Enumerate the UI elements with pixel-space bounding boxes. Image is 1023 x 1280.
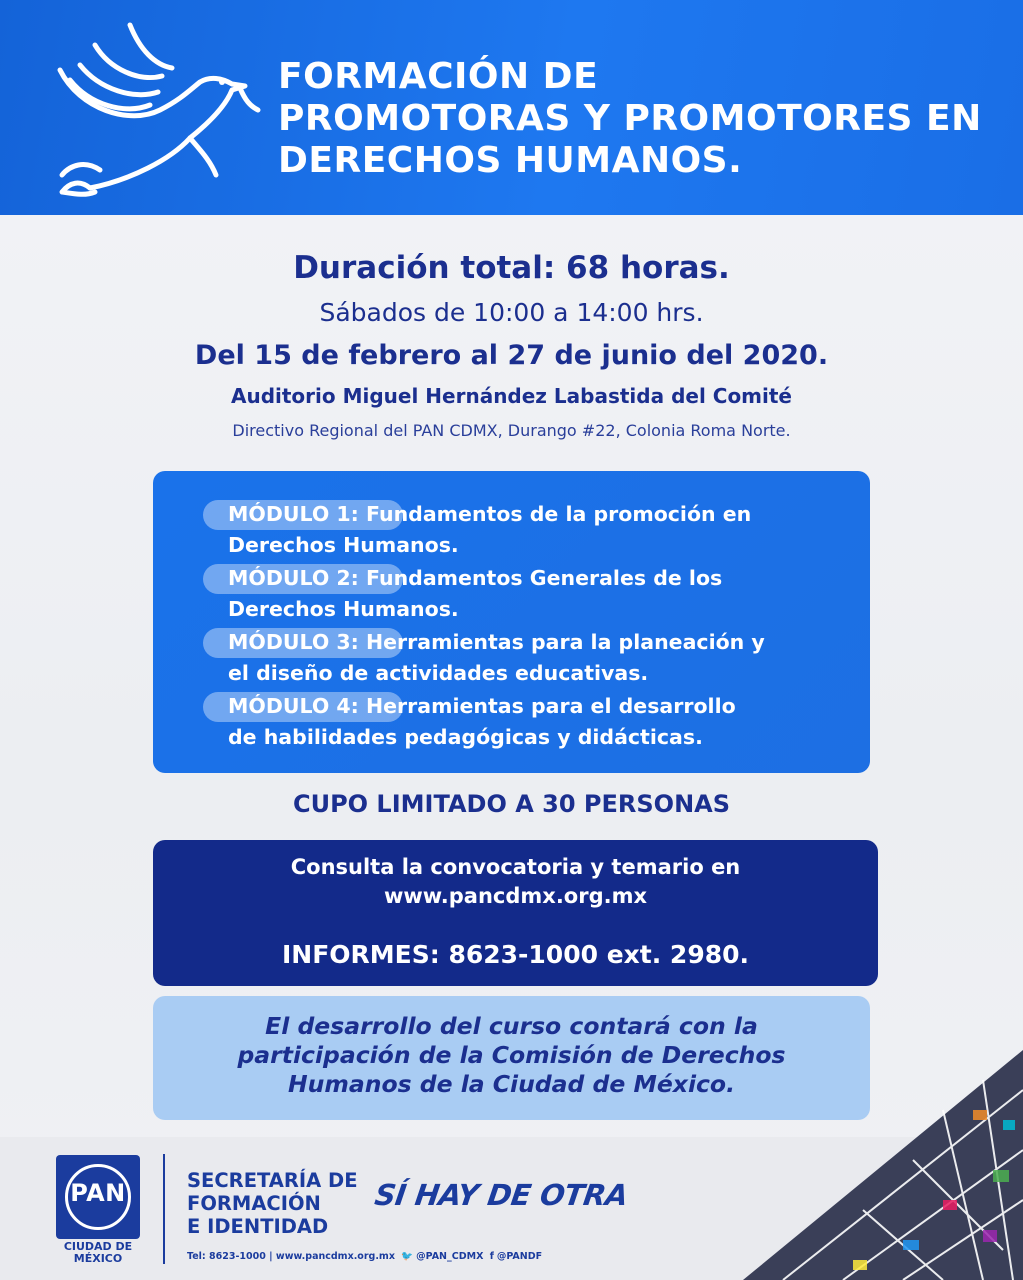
- contact-line: [187, 1251, 542, 1262]
- facebook-icon: f: [489, 1251, 494, 1262]
- module-item: [228, 691, 848, 753]
- divider: [163, 1154, 165, 1264]
- secretaria-text: [187, 1169, 358, 1238]
- module-name: MÓDULO 4:: [228, 694, 359, 718]
- consulta-text: Consulta la convocatoria y temario en: [290, 855, 741, 879]
- module-name: MÓDULO 1:: [228, 502, 359, 526]
- module-desc: Fundamentos Generales de los: [366, 566, 723, 590]
- note-line-3: Humanos de la Ciudad de México.: [287, 1070, 736, 1098]
- city-map-decoration: [743, 1050, 1023, 1280]
- logo-sub-2: MÉXICO: [73, 1252, 123, 1265]
- twitter-handle[interactable]: @PAN_CDMX: [416, 1251, 484, 1262]
- secretaria-line-3: E IDENTIDAD: [187, 1215, 329, 1238]
- capacity-text: CUPO LIMITADO A 30 PERSONAS: [292, 790, 731, 818]
- module-desc-2: el diseño de actividades educativas.: [228, 661, 649, 685]
- note-line-2: participación de la Comisión de Derechos: [237, 1041, 786, 1069]
- duration-text: Duración total: 68 horas.: [293, 250, 730, 286]
- dates-text: Del 15 de febrero al 27 de junio del 2020.: [194, 340, 829, 371]
- module-item: [228, 627, 848, 689]
- twitter-icon: 🐦: [401, 1251, 414, 1262]
- dove-icon: [40, 10, 270, 210]
- module-desc-2: Derechos Humanos.: [228, 533, 459, 557]
- module-name: MÓDULO 2:: [228, 566, 359, 590]
- module-desc: Herramientas para el desarrollo: [366, 694, 736, 718]
- module-name: MÓDULO 3:: [228, 630, 359, 654]
- module-desc-2: de habilidades pedagógicas y didácticas.: [228, 725, 703, 749]
- website-link[interactable]: www.pancdmx.org.mx: [383, 884, 648, 908]
- module-item: [228, 499, 848, 561]
- secretaria-line-1: SECRETARÍA DE: [187, 1169, 358, 1192]
- module-desc: Herramientas para la planeación y: [366, 630, 765, 654]
- module-item: [228, 563, 848, 625]
- title-line-2: PROMOTORAS Y PROMOTORES EN: [278, 98, 982, 139]
- module-desc-2: Derechos Humanos.: [228, 597, 459, 621]
- header-banner: [0, 0, 1023, 215]
- title-line-1: FORMACIÓN DE: [278, 56, 599, 97]
- facebook-handle[interactable]: @PANDF: [496, 1251, 543, 1262]
- title-line-3: DERECHOS HUMANOS.: [278, 140, 743, 181]
- schedule-text: Sábados de 10:00 a 14:00 hrs.: [319, 298, 704, 327]
- pan-logo: [56, 1155, 140, 1239]
- modules-box: [153, 471, 870, 773]
- page-title: [278, 56, 998, 182]
- logo-text: PAN: [70, 1179, 126, 1207]
- contact-box: [153, 840, 878, 986]
- address-text: Directivo Regional del PAN CDMX, Durango #22, Colonia Roma Norte.: [232, 421, 791, 440]
- logo-sub-1: CIUDAD DE: [63, 1240, 133, 1253]
- module-desc: Fundamentos de la promoción en: [366, 502, 752, 526]
- logo-subtitle: [50, 1241, 146, 1265]
- note-line-1: El desarrollo del curso contará con la: [265, 1012, 758, 1040]
- venue-text: Auditorio Miguel Hernández Labastida del Comité: [230, 384, 792, 408]
- secretaria-line-2: FORMACIÓN: [187, 1192, 321, 1215]
- slogan: SÍ HAY DE OTRA: [372, 1178, 630, 1212]
- informes-text: INFORMES: 8623-1000 ext. 2980.: [281, 940, 750, 969]
- contact-tel: Tel: 8623-1000 | www.pancdmx.org.mx: [187, 1251, 395, 1262]
